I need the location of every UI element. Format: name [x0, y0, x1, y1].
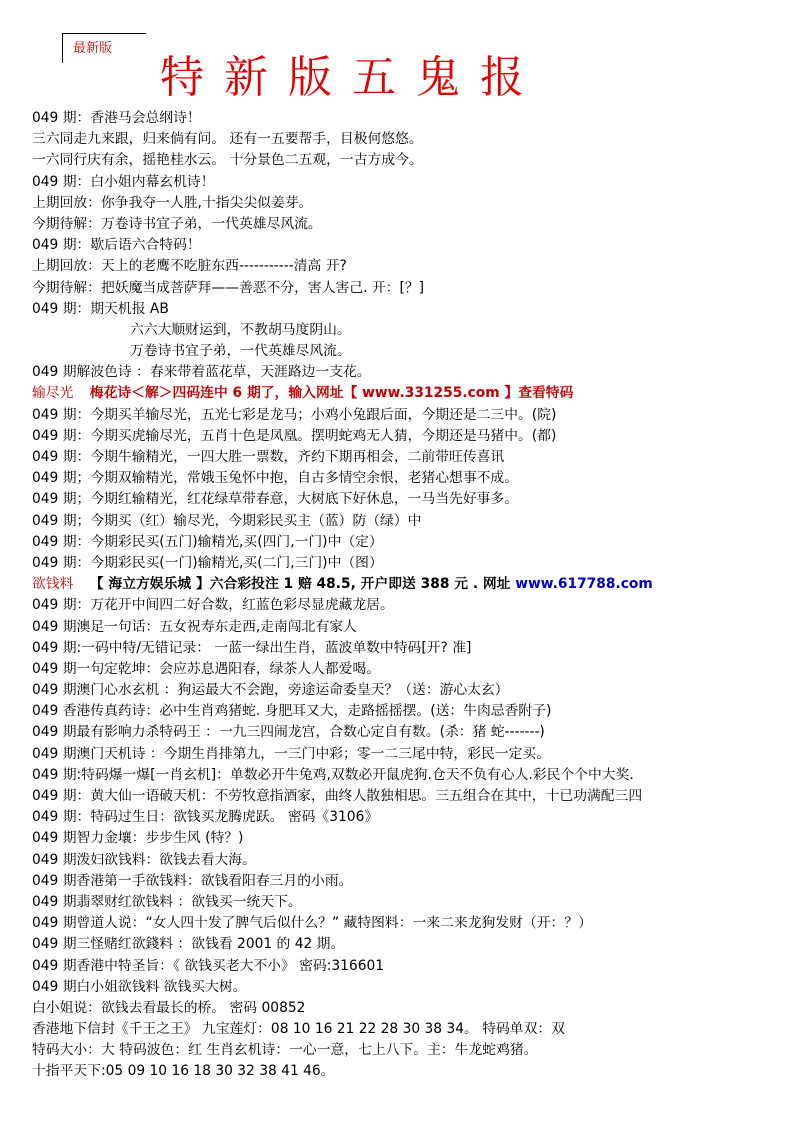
text-line: 上期回放：天上的老鹰不吃脏东西-----------清高 开?: [32, 258, 347, 275]
text-line: 香港地下信封《千王之王》 九宝莲灯：08 10 16 21 22 28 30 38 34。 特码单双：双: [32, 1021, 565, 1038]
text-line: 049 期解波色诗 ：春来带着蓝花草，天涯路边一支花。: [32, 364, 371, 381]
text-line: 049 期:特码爆一爆[一肖玄机]：单数必开牛兔鸡,双数必开鼠虎狗.仓天不负有心人.彩民个个中大奖.: [32, 766, 634, 783]
text-line: 049 期翡翠财红欲钱料 ：欲钱买一统天下。: [32, 893, 302, 910]
ad-text-main: 【 海立方娱乐城 】六合彩投注 1 赔 48.5, 开户即送 388 元 . 网址: [89, 576, 516, 593]
document-body: [32, 108, 792, 1083]
text-line: 049 期；今期红输精光，红花绿草带春意，大树底下好休息，一马当先好事多。: [32, 491, 519, 508]
text-line: 今期待解：万卷诗书宜子弟，一代英雄尽风流。: [32, 215, 322, 232]
text-line: 三六同走九来跟，归来倘有问。 还有一五要帮手，目极何悠悠。: [32, 131, 423, 148]
text-line: 049 期：今期牛输精光，一四大胜一票数，齐约下期再相会，二前带旺传喜讯: [32, 449, 505, 465]
badge-box: [62, 33, 146, 63]
text-line: 049 期：今期买羊输尽光，五光七彩是龙马；小鸡小兔跟后面，今期还是二三中。(院): [32, 406, 557, 423]
badge-label: 最新版: [73, 41, 113, 56]
ad-url-link[interactable]: www.617788.com: [515, 576, 653, 593]
ad-text-link[interactable]: 梅花诗＜解＞四码连中 6 期了，输入网址【 www.331255.com 】查看特码: [89, 385, 574, 402]
text-line: 049 期；今期双输精光，常娥玉兔怀中抱，自古多情空余恨，老猪心想事不成。: [32, 470, 519, 487]
text-line: 049 期：万花开中间四二好合数，红蓝色彩尽显虎藏龙居。: [32, 597, 394, 614]
text-line: 049 期澳足一句话：五女祝寿东走西,走南闯北有家人: [32, 618, 357, 635]
text-line: 049 期曾道人说：“女人四十发了脾气后似什么？” 藏特图料：一来二来龙狗发财（开：？）: [32, 915, 592, 932]
text-line: 049 期智力金壤：步步生风 (特？): [32, 830, 244, 847]
text-line: 049 期：特码过生日：欲钱买龙腾虎跃。 密码《3106》: [32, 809, 379, 826]
text-line: 六六大顺财运到，不教胡马度阴山。: [130, 321, 351, 338]
text-line: 049 期：香港马会总纲诗！: [32, 110, 201, 126]
ad-text: [90, 576, 653, 592]
text-line: 049 期:一码中特/无错记录： 一蓝一绿出生肖，蓝波单数中特码[开? 准]: [32, 639, 472, 656]
text-line: 049 期一句定乾坤：会应苏息遇阳春，绿茶人人都爱喝。: [32, 660, 381, 677]
text-line: 上期回放：你争我夺一人胜,十指尖尖似姜芽。: [32, 194, 313, 211]
section-header-lose: [32, 383, 792, 404]
text-line: 049 期香港中特圣旨：《 欲钱买老大不小》 密码:316601: [32, 957, 385, 974]
text-line: 049 期：期天机报 AB: [32, 300, 169, 317]
text-line: 049 期三怪赌红欲錢料 ：欲钱看 2001 的 42 期。: [32, 936, 345, 953]
text-line: 049 期：白小姐内幕玄机诗！: [32, 173, 215, 190]
text-line: 049 香港传真药诗：必中生肖鸡猪蛇. 身肥耳又大，走路摇摇摆。(送：牛肉忌香附子): [32, 703, 552, 720]
text-line: 049 期：今期买虎输尽光，五肖十色是凤凰。摆明蛇鸡无人猜，今期还是马猪中。(都): [32, 427, 557, 444]
section-header-money: [32, 574, 792, 595]
text-line: 049 期澳门天机诗 ：今期生肖排第九，一三门中彩；零一二三尾中特，彩民一定买。: [32, 745, 550, 762]
text-line: 049 期澳门心水玄机 ：狗运最大不会跑，旁途运命委皇天？（送：游心太玄）: [32, 682, 509, 699]
text-line: 049 期香港第一手欲钱料：欲钱看阳春三月的小雨。: [32, 872, 353, 889]
text-line: 十指平天下:05 09 10 16 18 30 32 38 41 46。: [32, 1063, 335, 1080]
page-title: 特新版五鬼报: [160, 52, 544, 103]
text-line: 万卷诗书宜子弟，一代英雄尽风流。: [130, 343, 351, 360]
text-line: 049 期泼妇欲钱料：欲钱去看大海。: [32, 851, 256, 868]
text-line: 049 期；今期买（红）输尽光，今期彩民买主（蓝）防（绿）中: [32, 512, 422, 529]
text-line: 049 期最有影响力杀特码王 ：一九三四闹龙宫，合数心定自有数。(杀：猪 蛇-------): [32, 724, 545, 741]
text-line: 049 期：今期彩民买(五门)输精光,买(四门,一门)中（定）: [32, 533, 383, 550]
text-line: 特码大小：大 特码波色：红 生肖玄机诗：一心一意，七上八下。主：牛龙蛇鸡猪。: [32, 1042, 538, 1059]
text-line: 一六同行庆有余，摇艳桂水云。 十分景色二五观，一古方成今。: [32, 152, 423, 169]
text-line: 今期待解：把妖魔当成菩萨拜——善恶不分，害人害己. 开：[？]: [32, 279, 425, 296]
text-line: 049 期：黄大仙一语破天机：不劳牧意指酒家，曲终人散独相思。三五组合在其中，十已功满配三四: [32, 788, 643, 804]
section-label: 输尽光: [32, 385, 74, 402]
text-line: 049 期白小姐欲钱料 欲钱买大树。: [32, 978, 247, 995]
text-line: 049 期：今期彩民买(一门)输精光,买(二门,三门)中（图）: [32, 554, 383, 571]
text-line: 049 期：歇后语六合特码！: [32, 237, 201, 254]
section-label: 欲钱料: [32, 576, 74, 593]
text-line: 白小姐说：欲钱去看最长的桥。 密码 00852: [32, 999, 306, 1016]
